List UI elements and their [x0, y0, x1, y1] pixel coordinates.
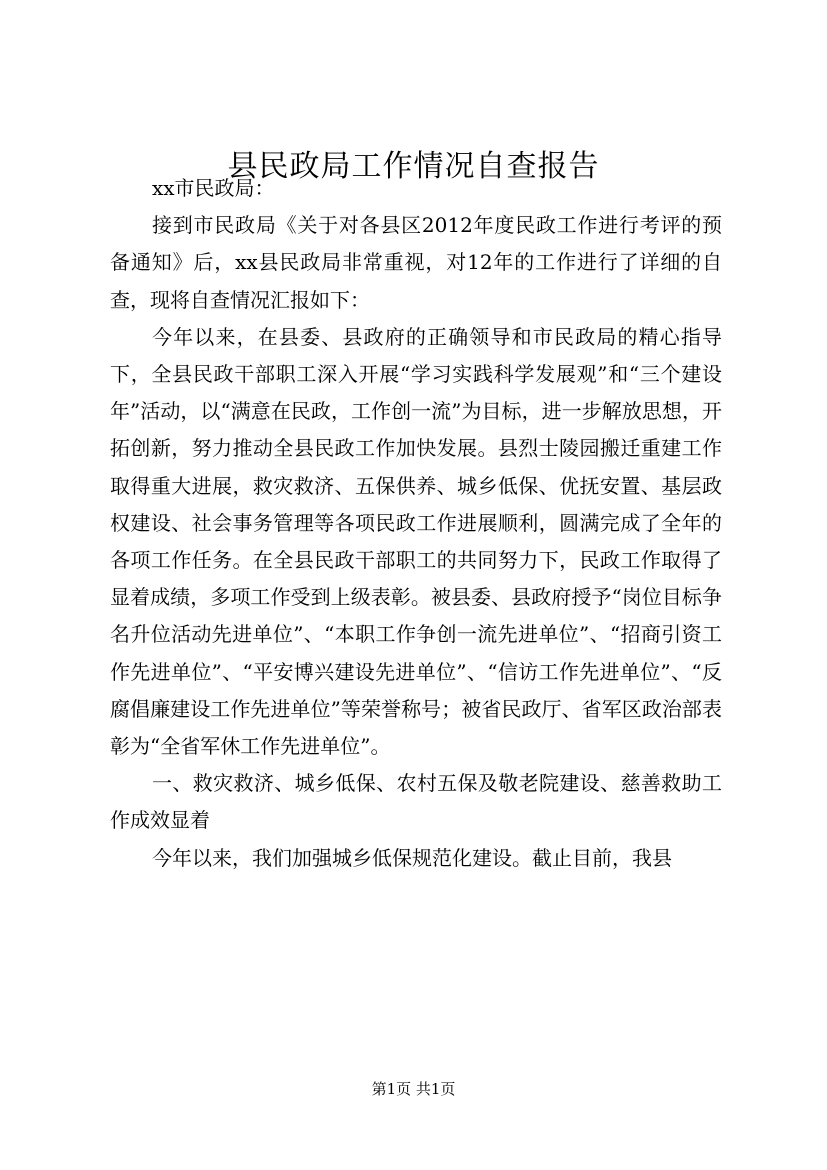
- paragraph-summary: 今年以来，在县委、县政府的正确领导和市民政局的精心指导下，全县民政干部职工深入开展“学习实践科学发展观”和“三个建设年”活动，以“满意在民政，工作创一流”为目标，进一步解放思想，开拓创新，努力推动全县民政工作加快发展。县烈士陵园搬迁重建工作取得重大进展，救灾救济、五保供养、城乡低保、优抚安置、基层政权建设、社会事务管理等各项民政工作进展顺利，圆满完成了全年的各项工作任务。在全县民政干部职工的共同努力下，民政工作取得了显着成绩，多项工作受到上级表彰。被县委、县政府授予“岗位目标争名升位活动先进单位”、“本职工作争创一流先进单位”、“招商引资工作先进单位”、“平安博兴建设先进单位”、“信访工作先进单位”、“反腐倡廉建设工作先进单位”等荣誉称号；被省民政厅、省军区政治部表彰为“全省军休工作先进单位”。: [110, 324, 722, 759]
- salutation: xx市民政局：: [152, 176, 275, 200]
- paragraph-intro: 接到市民政局《关于对各县区2012年度民政工作进行考评的预备通知》后，xx县民政局非常重视，对12年的工作进行了详细的自查，现将自查情况汇报如下：: [110, 213, 722, 312]
- page-footer: 第1页 共1页: [371, 1080, 456, 1098]
- document-body: [110, 170, 722, 877]
- section-heading-1: 一、救灾救济、城乡低保、农村五保及敬老院建设、慈善救助工作成效显着: [110, 771, 722, 833]
- document-title: 县民政局工作情况自查报告: [227, 149, 600, 184]
- paragraph-section-1: 今年以来，我们加强城乡低保规范化建设。截止目前，我县: [152, 845, 672, 870]
